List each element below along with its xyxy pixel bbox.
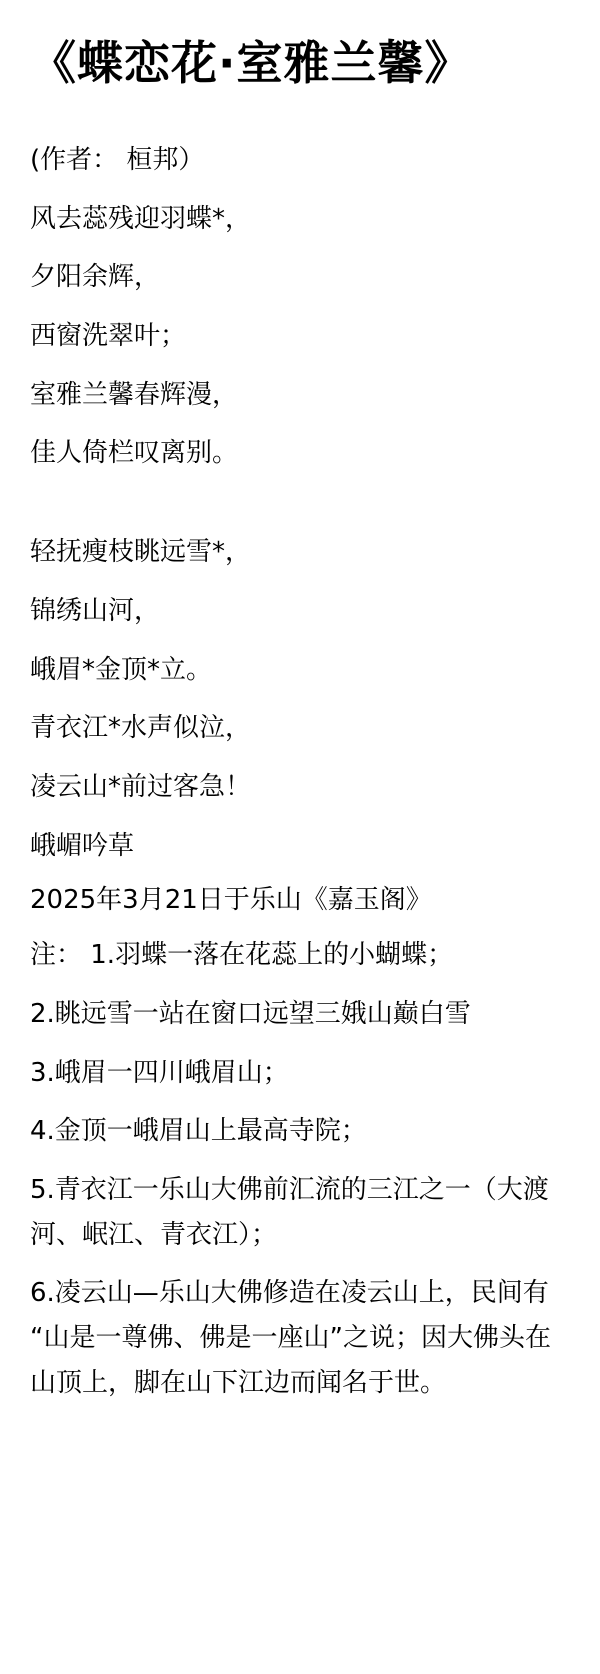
note-item: 2.眺远雪一站在窗口远望三娥山巅白雪 [30, 998, 471, 1029]
page-title: 《蝶恋花·室雅兰馨》 [30, 36, 472, 90]
poem-line: 峨眉*金顶*立。 [30, 654, 213, 685]
poem-line: 西窗洗翠叶； [30, 320, 187, 351]
poem-line: 凌云山*前过客急！ [30, 771, 252, 802]
poem-line: 轻抚瘦枝眺远雪*， [30, 537, 252, 568]
note-item: 6.凌云山—乐山大佛修造在凌云山上，民间有“山是一尊佛、佛是一座山”之说；因大佛头在山顶上，脚在山下江边而闻名于世。 [30, 1278, 551, 1398]
note-item: 5.青衣江一乐山大佛前汇流的三江之一（大渡河、岷江、青衣江）； [30, 1175, 549, 1250]
note-item: 4.金顶一峨眉山上最高寺院； [30, 1116, 367, 1147]
colophon-section [30, 824, 570, 923]
stanza-one [30, 197, 570, 477]
poem-line: 佳人倚栏叹离别。 [30, 438, 239, 469]
stanza-two [30, 530, 570, 810]
stanza-divider [30, 490, 570, 530]
poem-line: 青衣江*水声似泣， [30, 713, 252, 744]
poem-line: 夕阳余辉， [30, 262, 161, 293]
note-item: 3.峨眉一四川峨眉山； [30, 1057, 289, 1088]
date-place-line: 2025年3月21日于乐山《嘉玉阁》 [30, 885, 432, 916]
poem-line: 锦绣山河， [30, 595, 161, 626]
notes-section [30, 933, 570, 1405]
author-line: (作者： 桓邦） [30, 144, 205, 175]
poem-line: 室雅兰馨春辉漫， [30, 379, 239, 410]
note-item: 注： 1.羽蝶一落在花蕊上的小蝴蝶； [30, 940, 454, 971]
signature-line: 峨嵋吟草 [30, 830, 135, 861]
author-section [30, 138, 570, 183]
poem-line: 风去蕊残迎羽蝶*， [30, 203, 252, 234]
